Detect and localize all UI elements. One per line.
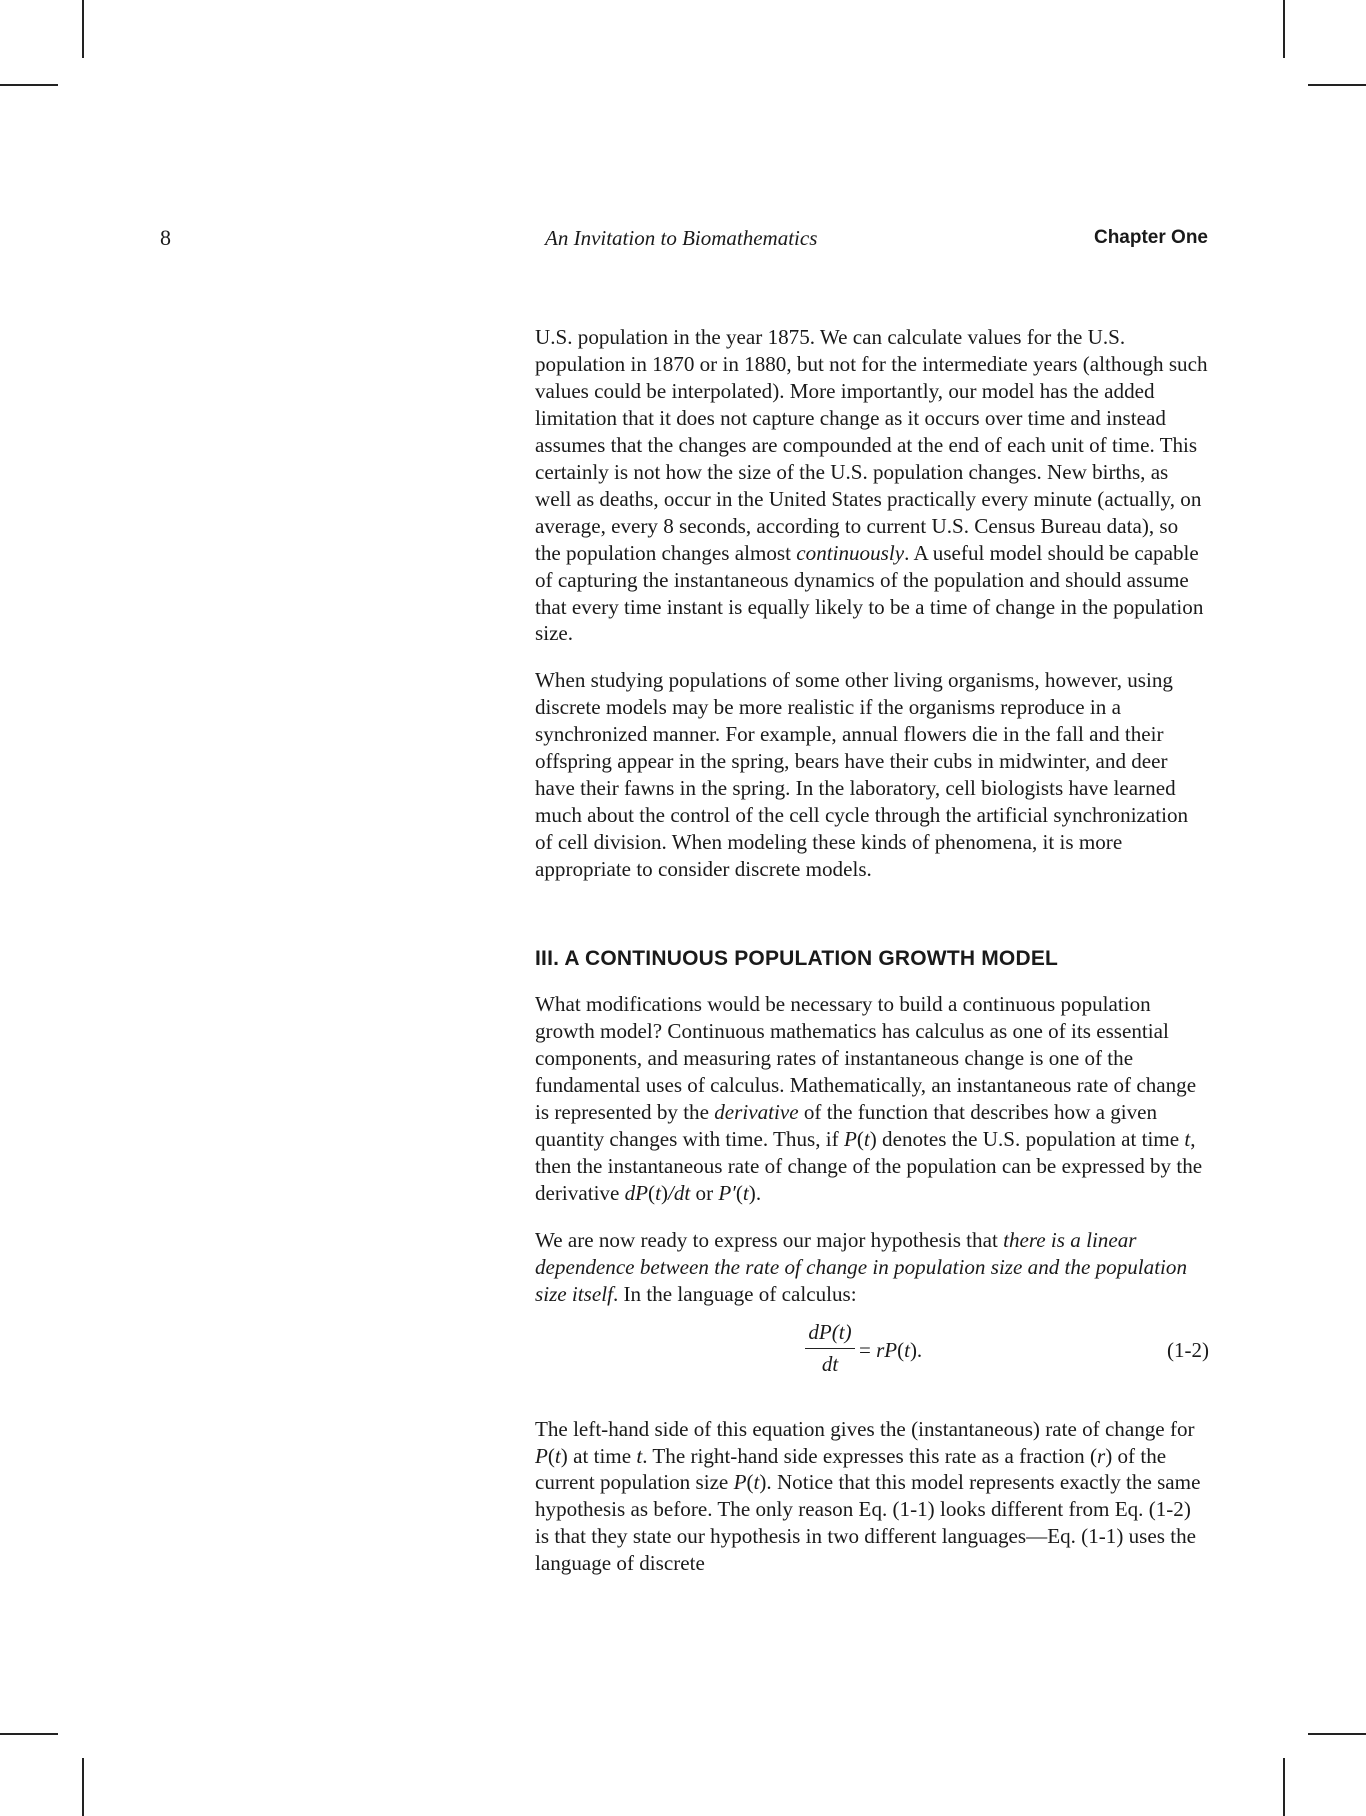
italic-text: t xyxy=(742,1180,749,1205)
text-run: ) denotes the U.S. population at time xyxy=(869,1126,1185,1151)
text-run: . In the language of calculus: xyxy=(612,1281,857,1306)
italic-text: P xyxy=(843,1126,857,1151)
italic-text: t xyxy=(636,1443,643,1468)
paragraph xyxy=(535,991,1209,1207)
italic-text: t xyxy=(655,1180,661,1205)
text-run: ) xyxy=(660,1180,668,1205)
page-number: 8 xyxy=(160,225,171,250)
text-run: What modifications would be necessary to build a continuous population growth model? Continuous mathematics has calculus as one of its essential components, and measuring rates of instantaneous change is one of the fundamental uses of calculus. Mathematically, an instantaneous rate of change is represented by the xyxy=(535,992,1197,1124)
crop-mark xyxy=(1308,84,1366,86)
italic-text: there is a linear dependence between the rate of change in population size and the population size itself xyxy=(535,1227,1188,1306)
text-run: . The right-hand side expresses this rate as a fraction ( xyxy=(642,1443,1097,1468)
text-run: ( xyxy=(648,1180,656,1205)
text-run: ) of the current population size xyxy=(535,1443,1167,1495)
text-run: ). xyxy=(748,1180,762,1205)
text-run: ). Notice that this model represents exactly the same hypothesis as before. The only reason Eq. (1-1) looks different from Eq. (1-2) is that they state our hypothesis in two different languages—Eq. (1-1) uses the language of discrete xyxy=(535,1470,1201,1576)
text-run: The left-hand side of this equation gives the (instantaneous) rate of change for xyxy=(535,1416,1195,1441)
equation-fraction xyxy=(805,1318,855,1377)
crop-mark xyxy=(0,1733,58,1735)
paragraph xyxy=(535,667,1209,883)
italic-text: derivative xyxy=(714,1099,799,1124)
text-run: ( xyxy=(746,1470,754,1495)
paragraph xyxy=(535,1416,1209,1578)
crop-mark xyxy=(1283,1758,1285,1816)
italic-text: t xyxy=(753,1470,760,1495)
equation-numerator: dP(t) xyxy=(808,1319,852,1344)
equation-number: (1-2) xyxy=(1167,1337,1209,1362)
italic-text: P xyxy=(733,1470,747,1495)
text-run: We are now ready to express our major hypothesis that xyxy=(535,1227,1004,1252)
text-run: . A useful model should be capable of capturing the instantaneous dynamics of the population and should assume that every time instant is equally likely to be a time of change in the population size. xyxy=(535,540,1204,646)
crop-mark xyxy=(82,1758,84,1816)
italic-text: /dt xyxy=(667,1180,691,1205)
italic-text: dP xyxy=(624,1180,649,1205)
text-run: ( xyxy=(735,1180,743,1205)
crop-mark xyxy=(82,0,84,58)
text-run: U.S. population in the year 1875. We can calculate values for the U.S. population in 1870 or in 1880, but not for the intermediate years (although such values could be interpolated). More importantly, our model has the added limitation that it does not capture change as it occurs over time and instead assumes that the changes are compounded at the end of each unit of time. This certainly is not how the size of the U.S. population changes. New births, as well as deaths, occur in the United States practically every minute (actually, on average, every 8 seconds, according to current U.S. Census Bureau data), so the population changes almost xyxy=(535,325,1208,565)
crop-mark xyxy=(1308,1733,1366,1735)
text-run: of the function that describes how a given quantity changes with time. Thus, if xyxy=(535,1099,1158,1151)
italic-text: t xyxy=(1184,1126,1191,1151)
text-run: or xyxy=(690,1180,719,1205)
text-column xyxy=(535,324,1209,1577)
section-heading: III. A CONTINUOUS POPULATION GROWTH MODEL xyxy=(535,947,1059,971)
fraction-bar xyxy=(805,1348,855,1349)
paragraph xyxy=(535,324,1209,647)
italic-text: continuously xyxy=(796,540,905,565)
text-run: ( xyxy=(856,1126,864,1151)
italic-text: P xyxy=(535,1443,548,1468)
paragraph xyxy=(535,1227,1209,1308)
italic-text: r xyxy=(1096,1443,1106,1468)
italic-text: t xyxy=(863,1126,870,1151)
text-run: When studying populations of some other living organisms, however, using discrete models may be more realistic if the organisms reproduce in a synchronized manner. For example, annual flowers die in the fall and their offspring appear in the spring, bears have their cubs in midwinter, and deer have their fawns in the spring. In the laboratory, cell biologists have learned much about the control of the cell cycle through the artificial synchronization of cell division. When modeling these kinds of phenomena, it is more appropriate to consider discrete models. xyxy=(535,668,1189,882)
equation-rhs: = rP(t). xyxy=(859,1337,923,1362)
text-run: , then the instantaneous rate of change of the population can be expressed by the derivative xyxy=(535,1126,1203,1205)
equation-1-2 xyxy=(535,1318,1209,1390)
text-run: ( xyxy=(547,1443,555,1468)
italic-text: P′ xyxy=(718,1180,736,1205)
running-title: An Invitation to Biomathematics xyxy=(545,226,818,250)
chapter-label: Chapter One xyxy=(1093,227,1208,248)
text-run: ) at time xyxy=(560,1443,637,1468)
equation-denominator: dt xyxy=(821,1351,839,1376)
italic-text: t xyxy=(554,1443,561,1468)
crop-mark xyxy=(1283,0,1285,58)
crop-mark xyxy=(0,84,58,86)
